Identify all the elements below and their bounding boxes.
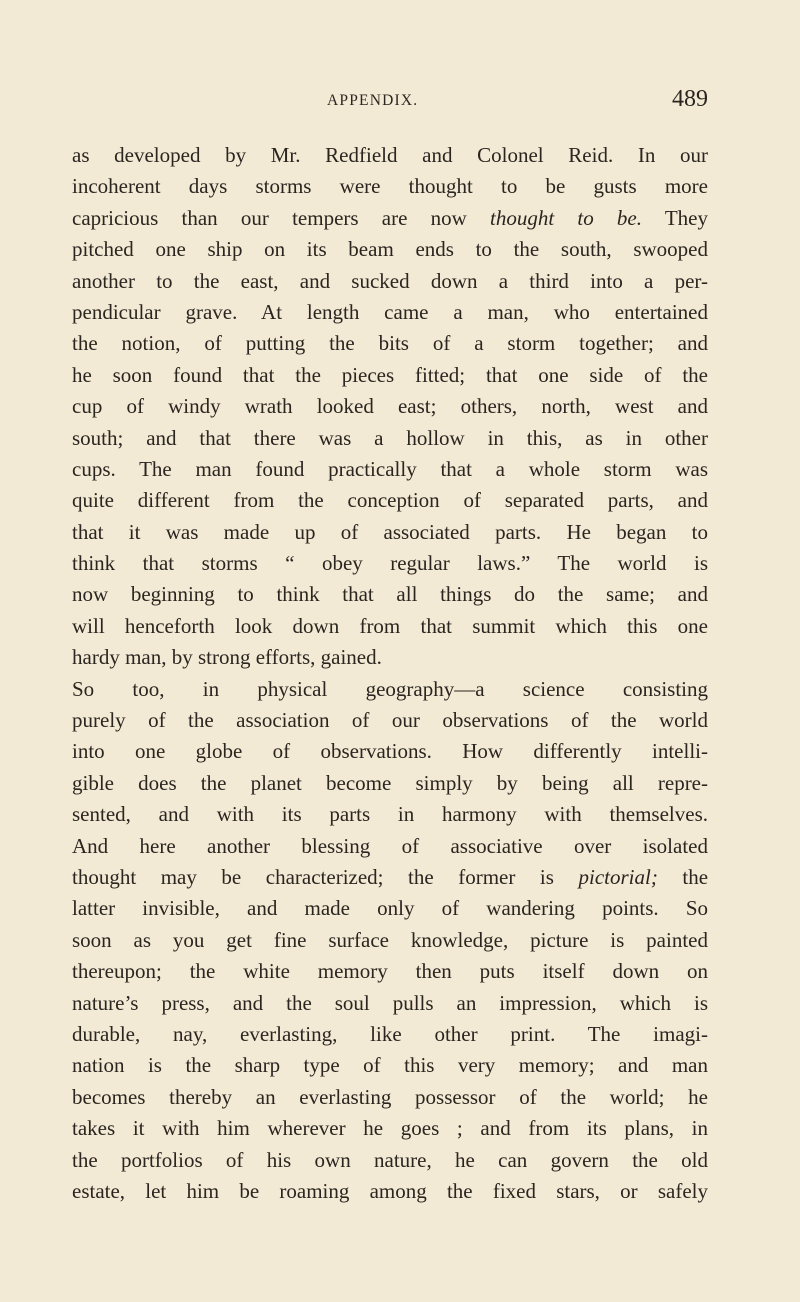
text-line: pitched one ship on its beam ends to the south, swooped [72, 237, 708, 262]
text-segment: They [664, 205, 708, 230]
text-line: pendicular grave. At length came a man, who entertained [72, 299, 708, 324]
text-line: estate, let him be roaming among the fixed stars, or safely [72, 1178, 708, 1203]
text-line: becomes thereby an everlasting possessor of the world; he [72, 1084, 708, 1109]
text-line: hardy man, by strong efforts, gained. [72, 645, 382, 670]
text-line: gible does the planet become simply by being all repre- [72, 770, 708, 795]
text-line: the notion, of putting the bits of a storm together; and [72, 331, 708, 356]
text-line: incoherent days storms were thought to be gusts more [72, 174, 708, 199]
text-line: quite different from the conception of separated parts, and [72, 488, 708, 513]
text-line: soon as you get fine surface knowledge, picture is painted [72, 927, 708, 952]
text-line: cup of windy wrath looked east; others, north, west and [72, 394, 708, 419]
text-line: latter invisible, and made only of wandering points. So [72, 896, 708, 921]
body-text [72, 140, 708, 1207]
text-line: nature’s press, and the soul pulls an impression, which is [72, 990, 708, 1015]
text-line: south; and that there was a hollow in this, as in other [72, 425, 708, 450]
text-line: durable, nay, everlasting, like other print. The imagi- [72, 1021, 708, 1046]
running-header [72, 88, 708, 118]
text-line: as developed by Mr. Redfield and Colonel Reid. In our [72, 143, 708, 167]
text-line: purely of the association of our observations of the world [72, 708, 708, 733]
text-segment: capricious than our tempers are now [72, 205, 467, 230]
text-line: that it was made up of associated parts. He began to [72, 519, 708, 544]
text-line: will henceforth look down from that summit which this one [72, 613, 708, 638]
italic-phrase: thought to be. [490, 205, 642, 230]
text-line: And here another blessing of associative over isolated [72, 833, 708, 858]
text-line: So too, in physical geography—a science consisting [72, 676, 708, 701]
text-line: thereupon; the white memory then puts itself down on [72, 959, 708, 984]
text-line: nation is the sharp type of this very memory; and man [72, 1053, 708, 1078]
text-line [72, 862, 708, 893]
text-line: now beginning to think that all things do the same; and [72, 582, 708, 607]
page-number: 489 [672, 86, 708, 112]
italic-phrase: pictorial; [578, 864, 658, 889]
text-line: he soon found that the pieces fitted; that one side of the [72, 362, 708, 387]
text-line: takes it with him wherever he goes ; and from its plans, in [72, 1116, 708, 1141]
text-segment: thought may be characterized; the former is [72, 864, 554, 889]
text-segment: the [682, 864, 709, 889]
text-line: the portfolios of his own nature, he can govern the old [72, 1147, 708, 1172]
text-line [72, 203, 708, 234]
text-line: cups. The man found practically that a whole storm was [72, 456, 708, 481]
running-title: APPENDIX. [327, 92, 419, 109]
text-line: another to the east, and sucked down a third into a per- [72, 268, 708, 293]
text-line: think that storms “ obey regular laws.” The world is [72, 551, 708, 576]
text-line: sented, and with its parts in harmony with themselves. [72, 802, 708, 827]
text-line: into one globe of observations. How differently intelli- [72, 739, 708, 764]
